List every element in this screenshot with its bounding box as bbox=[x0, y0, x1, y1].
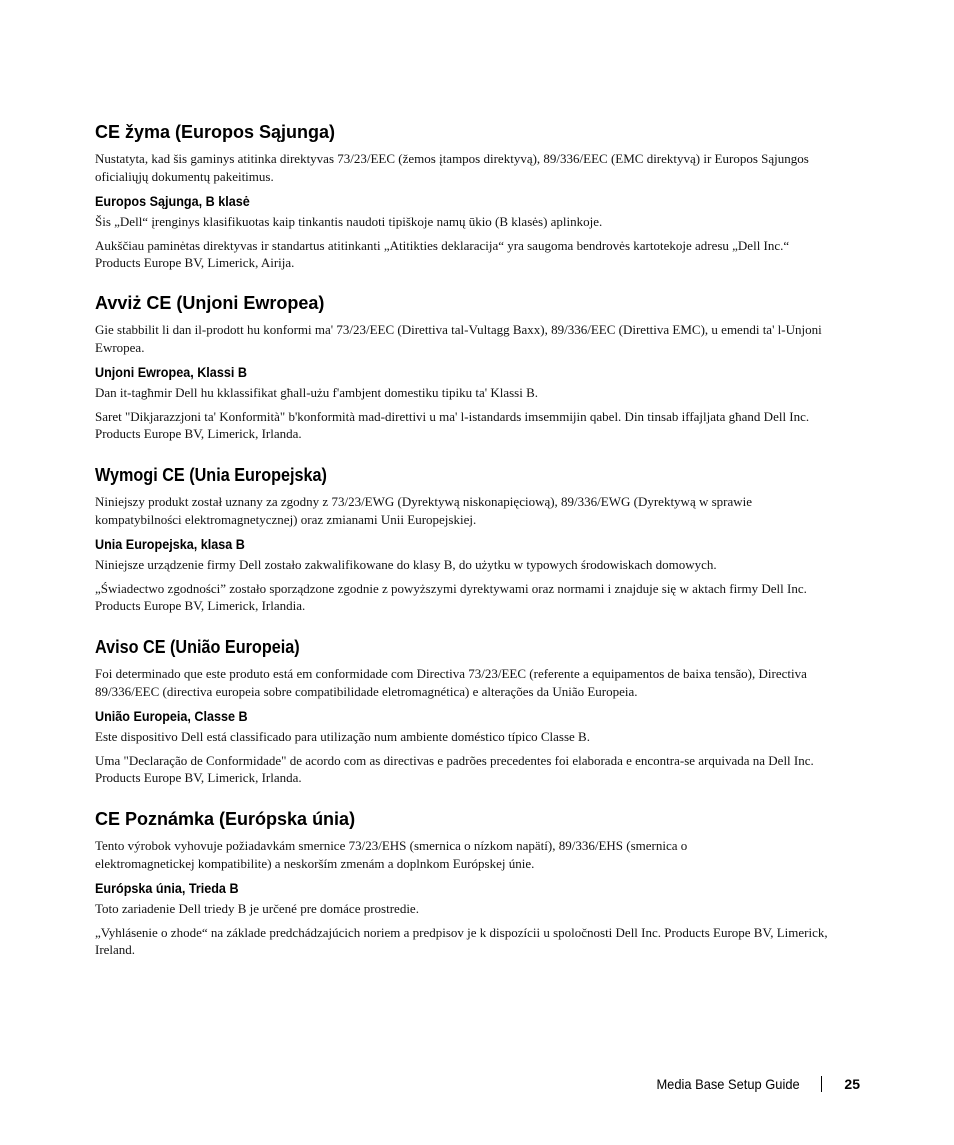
section-intro: Gie stabbilit li dan il-prodott hu konformi ma' 73/23/EEC (Direttiva tal-Vultagg Baxx), 89/336/EEC (Direttiva EMC), u emendi ta' l-Unjoni Ewropea. bbox=[95, 322, 822, 355]
section-subheading: União Europeia, Classe B bbox=[95, 708, 248, 724]
declaration-text: Uma "Declaração de Conformidade" de acordo com as directivas e padrões precedentes foi elaborada e encontra-se arquivada na Dell Inc. Products Europe BV, Limerick, Irlanda. bbox=[95, 752, 814, 785]
section-portuguese bbox=[95, 636, 860, 787]
page-number: 25 bbox=[844, 1076, 860, 1092]
section-heading: Wymogi CE (Unia Europejska) bbox=[95, 465, 327, 485]
section-subheading: Europos Sąjunga, B klasė bbox=[95, 193, 250, 209]
section-intro: Nustatyta, kad šis gaminys atitinka direktyvas 73/23/EEC (žemos įtampos direktyvą), 89/336/EEC (EMC direktyvą) ir Europos Sąjungos oficialiųjų dokumentų pakeitimus. bbox=[95, 151, 809, 184]
declaration-text: „Świadectwo zgodności” zostało sporządzone zgodnie z powyższymi dyrektywami oraz normami i znajduje się w aktach firmy Dell Inc. Products Europe BV, Limerick, Irlandia. bbox=[95, 580, 807, 613]
section-heading: CE žyma (Europos Sąjunga) bbox=[95, 122, 336, 142]
class-text: Šis „Dell“ įrenginys klasifikuotas kaip tinkantis naudoti tipiškoje namų ūkio (B klasės) aplinkoje. bbox=[95, 214, 603, 229]
section-polish bbox=[95, 464, 860, 615]
section-lithuanian bbox=[95, 121, 860, 272]
section-slovak bbox=[95, 808, 860, 959]
section-intro: Niniejszy produkt został uznany za zgodny z 73/23/EWG (Dyrektywą niskonapięciową), 89/336/EWG (Dyrektywą w sprawie kompatybilności elektromagnetycznej) oraz zmianami Unii Europejskiej. bbox=[95, 494, 753, 527]
class-text: Niniejsze urządzenie firmy Dell zostało zakwalifikowane do klasy B, do użytku w typowych środowiskach domowych. bbox=[95, 557, 717, 572]
section-subheading: Unia Europejska, klasa B bbox=[95, 536, 245, 552]
class-text: Toto zariadenie Dell triedy B je určené pre domáce prostredie. bbox=[95, 901, 419, 916]
declaration-text: Saret "Dikjarazzjoni ta' Konformità" b'konformità mad-direttivi u ma' l-istandards imsemmijin qabel. Din tinsab iffajljata għand Dell Inc. Products Europe BV, Limerick, Irlanda. bbox=[95, 408, 810, 441]
footer-divider bbox=[821, 1076, 822, 1092]
guide-title: Media Base Setup Guide bbox=[656, 1076, 800, 1092]
section-subheading: Európska únia, Trieda B bbox=[95, 880, 239, 896]
section-heading: Avviż CE (Unjoni Ewropea) bbox=[95, 293, 325, 313]
declaration-text: „Vyhlásenie o zhode“ na základe predchádzajúcich noriem a predpisov je k dispozícii u spoločnosti Dell Inc. Products Europe BV, Limerick, Ireland. bbox=[95, 924, 828, 957]
section-intro: Foi determinado que este produto está em conformidade com Directiva 73/23/EEC (referente a equipamentos de baixa tensão), Directiva 89/336/EEC (directiva europeia sobre compatibilidade eletromagnética) e alterações da União Europeia. bbox=[95, 666, 807, 699]
page-footer bbox=[644, 1076, 860, 1092]
declaration-text: Aukščiau paminėtas direktyvas ir standartus atitinkanti „Atitikties deklaracija“ yra saugoma bendrovės kartotekoje adresu „Dell Inc.“ Products Europe BV, Limerick, Airija. bbox=[95, 237, 790, 270]
section-intro: Tento výrobok vyhovuje požiadavkám smernice 73/23/EHS (smernica o nízkom napätí), 89/336/EHS (smernica o elektromagnetickej kompatibilite) a neskorším zmenám a doplnkom Európskej únie. bbox=[95, 838, 688, 871]
section-maltese bbox=[95, 292, 860, 443]
section-subheading: Unjoni Ewropea, Klassi B bbox=[95, 364, 247, 380]
class-text: Dan it-tagħmir Dell hu kklassifikat għall-użu f'ambjent domestiku tipiku ta' Klassi B. bbox=[95, 385, 538, 400]
class-text: Este dispositivo Dell está classificado para utilização num ambiente doméstico típico Classe B. bbox=[95, 729, 590, 744]
section-heading: CE Poznámka (Európska únia) bbox=[95, 809, 356, 829]
section-heading: Aviso CE (União Europeia) bbox=[95, 637, 300, 657]
